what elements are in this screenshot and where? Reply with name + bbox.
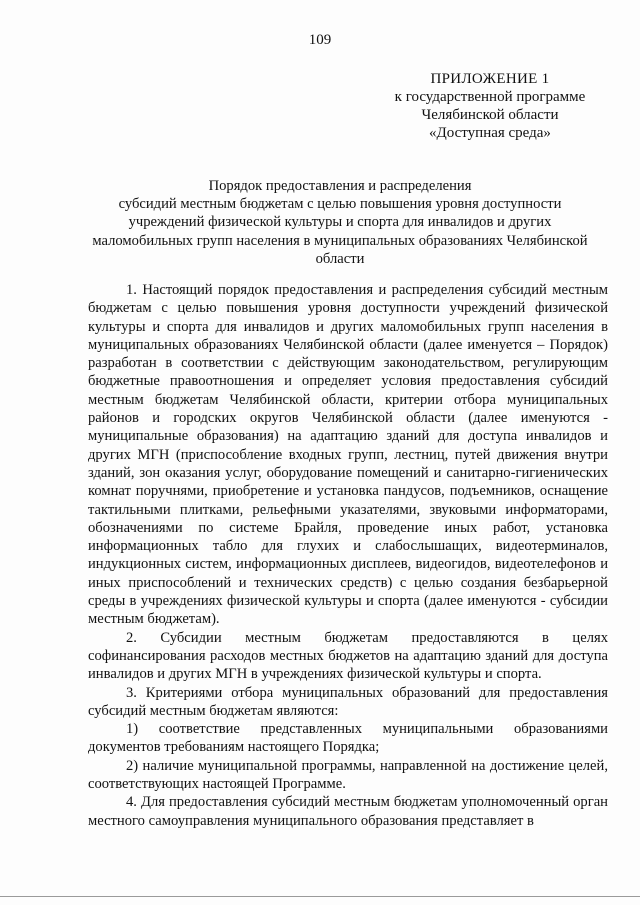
title-line: субсидий местным бюджетам с целью повышения уровня доступности [118, 196, 562, 213]
appendix-title: ПРИЛОЖЕНИЕ 1 [430, 71, 550, 87]
document-body [88, 281, 608, 830]
page-number: 109 [308, 32, 332, 48]
paragraph-3-item-1: 1) соответствие представленных муниципальными образованиями документов требованиям настоящего Порядка; [88, 721, 608, 756]
paragraph-1: 1. Настоящий порядок предоставления и распределения субсидий местным бюджетам с целью повышения уровня доступности учреждений физической культуры и спорта для инвалидов и других маломобильных групп населения в муниципальных образованиях Челябинской области (далее именуется – Порядок) разработан в соответствии с действующим законодательством, регулирующим бюджетные правоотношения и определяет условия предоставления субсидий местным бюджетам Челябинской области, критерии отбора муниципальных районов и городских округов Челябинской области (далее именуются - муниципальные образования) на адаптацию зданий для доступа инвалидов и других МГН (приспособление входных групп, лестниц, путей движения внутри зданий, зон оказания услуг, оборудование помещений и санитарно-гигиенических комнат поручнями, приобретение и установка пандусов, подъемников, оснащение тактильными плитками, рельефными указателями, звуковыми информаторами, обозначениями по системе Брайля, проведение иных работ, установка информационных табло для глухих и слабослышащих, видеотерминалов, индукционных систем, информационных дисплеев, видеогидов, видеотелефонов и иных приспособлений и технических средств) с целью создания безбарьерной среды в учреждениях физической культуры и спорта (далее именуются - субсидии местным бюджетам). [88, 282, 608, 628]
paragraph-3-item-2: 2) наличие муниципальной программы, направленной на достижение целей, соответствующих настоящей Программе. [88, 757, 608, 793]
appendix-header [370, 70, 610, 142]
paragraph-2: 2. Субсидии местным бюджетам предоставляются в целях софинансирования расходов местных бюджетов на адаптацию зданий для доступа инвалидов и других МГН в учреждениях физической культуры и спорта. [88, 629, 608, 683]
scan-edge-line [0, 896, 640, 897]
paragraph-4: 4. Для предоставления субсидий местным бюджетам уполномоченный орган местного самоуправления муниципального образования представляет в [88, 794, 608, 829]
title-line: Порядок предоставления и распределения [208, 178, 472, 194]
appendix-line-1: к государственной программе [394, 89, 586, 105]
title-line: маломобильных групп населения в муниципальных образованиях Челябинской [92, 232, 588, 249]
title-line: учреждений физической культуры и спорта для инвалидов и других [128, 214, 552, 231]
title-line: области [315, 250, 365, 267]
document-title [80, 177, 600, 268]
paragraph-3: 3. Критериями отбора муниципальных образований для предоставления субсидий местным бюджетам являются: [88, 684, 608, 719]
appendix-line-2: Челябинской области [421, 107, 559, 123]
appendix-line-3: «Доступная среда» [429, 125, 551, 141]
